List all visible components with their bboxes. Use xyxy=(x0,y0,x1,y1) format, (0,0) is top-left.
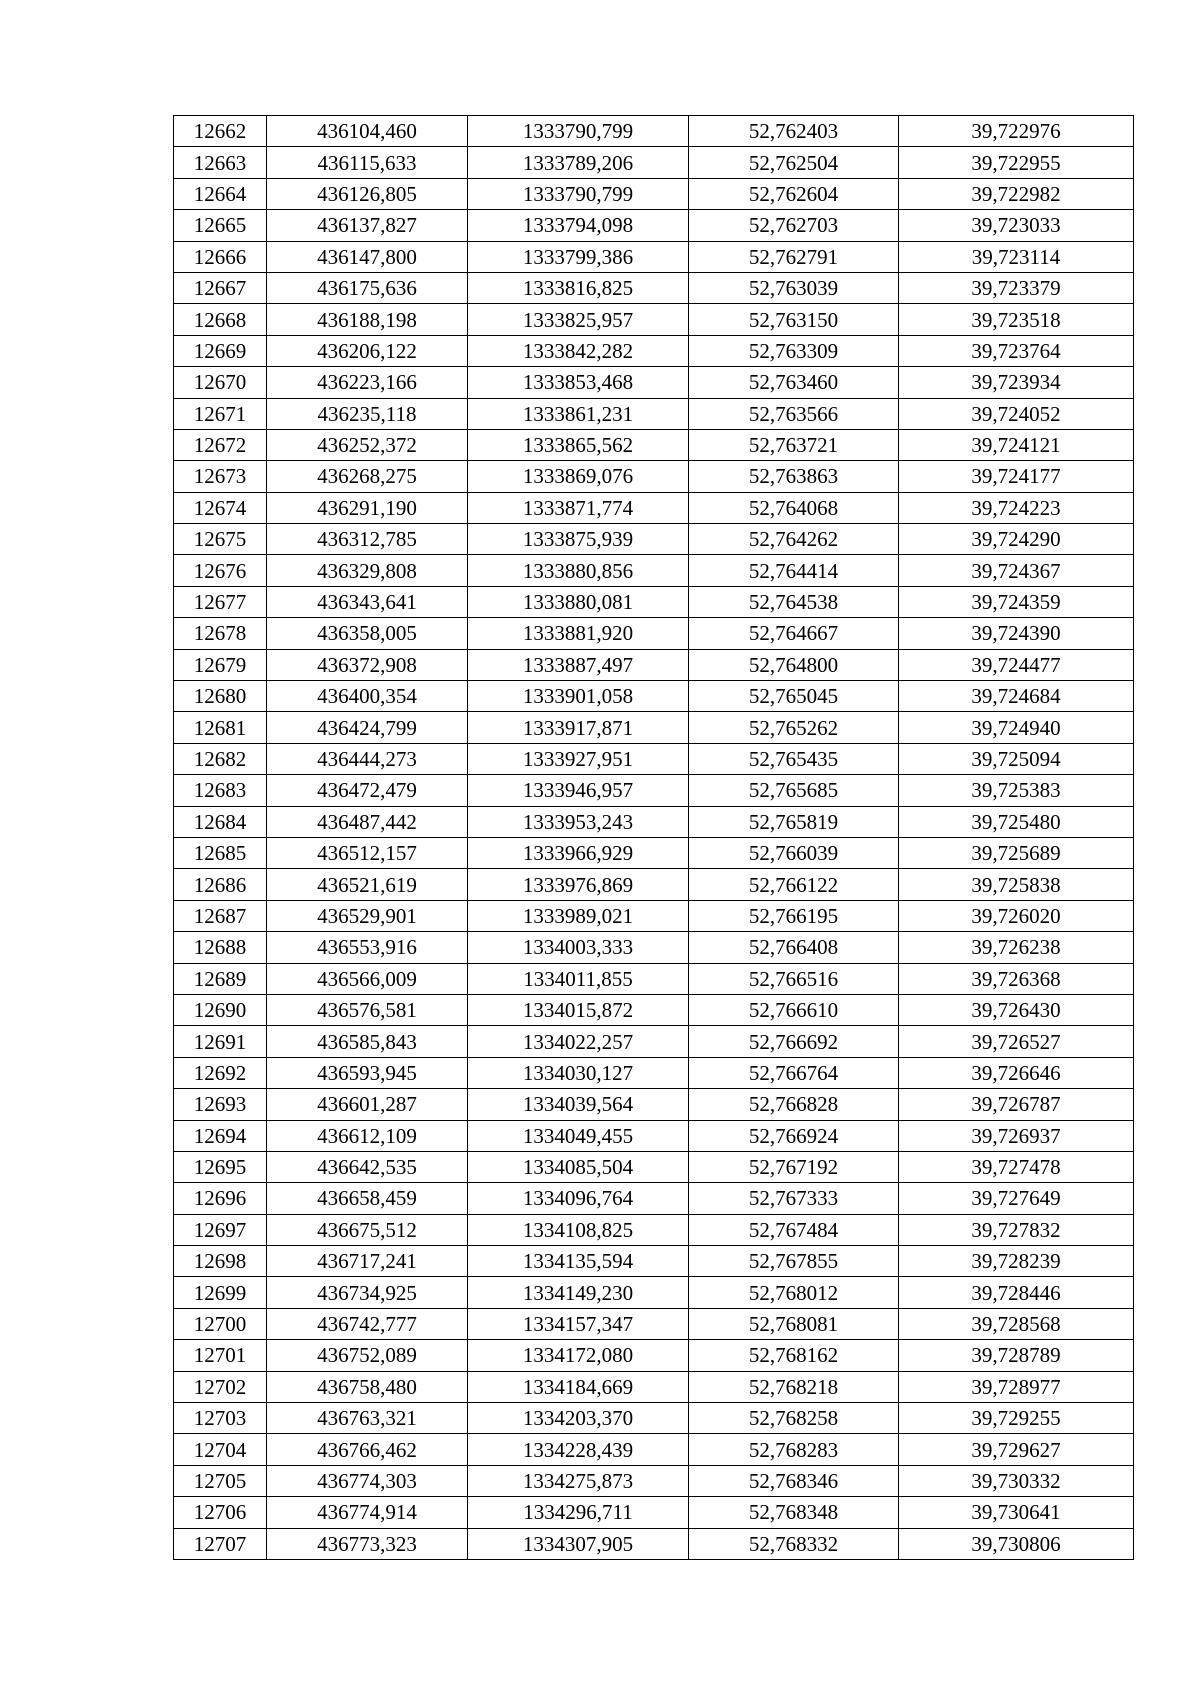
coordinates-table xyxy=(173,115,1134,1560)
y-coordinate-cell: 1333887,497 xyxy=(468,649,689,680)
latitude-cell: 52,768332 xyxy=(689,1528,899,1559)
x-coordinate-cell: 436329,808 xyxy=(267,555,468,586)
table-row xyxy=(174,963,1134,994)
table-row xyxy=(174,1528,1134,1559)
point-number-cell: 12681 xyxy=(174,712,267,743)
x-coordinate-cell: 436553,916 xyxy=(267,932,468,963)
table-row xyxy=(174,1403,1134,1434)
longitude-cell: 39,726020 xyxy=(899,900,1134,931)
x-coordinate-cell: 436424,799 xyxy=(267,712,468,743)
table-row xyxy=(174,586,1134,617)
latitude-cell: 52,764800 xyxy=(689,649,899,680)
longitude-cell: 39,724052 xyxy=(899,398,1134,429)
point-number-cell: 12693 xyxy=(174,1089,267,1120)
table-row xyxy=(174,681,1134,712)
table-row xyxy=(174,555,1134,586)
latitude-cell: 52,768162 xyxy=(689,1340,899,1371)
point-number-cell: 12680 xyxy=(174,681,267,712)
table-row xyxy=(174,178,1134,209)
y-coordinate-cell: 1333865,562 xyxy=(468,429,689,460)
table-row xyxy=(174,1214,1134,1245)
x-coordinate-cell: 436773,323 xyxy=(267,1528,468,1559)
y-coordinate-cell: 1333901,058 xyxy=(468,681,689,712)
y-coordinate-cell: 1334149,230 xyxy=(468,1277,689,1308)
y-coordinate-cell: 1333799,386 xyxy=(468,241,689,272)
latitude-cell: 52,766039 xyxy=(689,837,899,868)
table-row xyxy=(174,1026,1134,1057)
point-number-cell: 12701 xyxy=(174,1340,267,1371)
longitude-cell: 39,724684 xyxy=(899,681,1134,712)
y-coordinate-cell: 1333794,098 xyxy=(468,210,689,241)
y-coordinate-cell: 1333880,081 xyxy=(468,586,689,617)
table-row xyxy=(174,1465,1134,1496)
latitude-cell: 52,764667 xyxy=(689,618,899,649)
table-row xyxy=(174,429,1134,460)
table-row xyxy=(174,116,1134,147)
longitude-cell: 39,722976 xyxy=(899,116,1134,147)
y-coordinate-cell: 1334275,873 xyxy=(468,1465,689,1496)
point-number-cell: 12696 xyxy=(174,1183,267,1214)
latitude-cell: 52,766828 xyxy=(689,1089,899,1120)
longitude-cell: 39,722955 xyxy=(899,147,1134,178)
x-coordinate-cell: 436268,275 xyxy=(267,461,468,492)
point-number-cell: 12673 xyxy=(174,461,267,492)
y-coordinate-cell: 1334096,764 xyxy=(468,1183,689,1214)
x-coordinate-cell: 436291,190 xyxy=(267,492,468,523)
y-coordinate-cell: 1333790,799 xyxy=(468,116,689,147)
table-row xyxy=(174,1308,1134,1339)
table-row xyxy=(174,1183,1134,1214)
longitude-cell: 39,725838 xyxy=(899,869,1134,900)
table-row xyxy=(174,461,1134,492)
latitude-cell: 52,762504 xyxy=(689,147,899,178)
x-coordinate-cell: 436774,303 xyxy=(267,1465,468,1496)
longitude-cell: 39,724223 xyxy=(899,492,1134,523)
y-coordinate-cell: 1333825,957 xyxy=(468,304,689,335)
latitude-cell: 52,768218 xyxy=(689,1371,899,1402)
latitude-cell: 52,762604 xyxy=(689,178,899,209)
longitude-cell: 39,725383 xyxy=(899,775,1134,806)
y-coordinate-cell: 1334296,711 xyxy=(468,1497,689,1528)
x-coordinate-cell: 436585,843 xyxy=(267,1026,468,1057)
x-coordinate-cell: 436137,827 xyxy=(267,210,468,241)
table-row xyxy=(174,1089,1134,1120)
longitude-cell: 39,722982 xyxy=(899,178,1134,209)
point-number-cell: 12691 xyxy=(174,1026,267,1057)
x-coordinate-cell: 436487,442 xyxy=(267,806,468,837)
point-number-cell: 12690 xyxy=(174,994,267,1025)
y-coordinate-cell: 1333861,231 xyxy=(468,398,689,429)
longitude-cell: 39,727478 xyxy=(899,1151,1134,1182)
latitude-cell: 52,764262 xyxy=(689,524,899,555)
point-number-cell: 12694 xyxy=(174,1120,267,1151)
x-coordinate-cell: 436444,273 xyxy=(267,743,468,774)
point-number-cell: 12697 xyxy=(174,1214,267,1245)
table-row xyxy=(174,775,1134,806)
table-row xyxy=(174,1246,1134,1277)
x-coordinate-cell: 436206,122 xyxy=(267,335,468,366)
table-row xyxy=(174,1120,1134,1151)
longitude-cell: 39,724121 xyxy=(899,429,1134,460)
table-row xyxy=(174,1371,1134,1402)
y-coordinate-cell: 1334184,669 xyxy=(468,1371,689,1402)
y-coordinate-cell: 1334172,080 xyxy=(468,1340,689,1371)
point-number-cell: 12688 xyxy=(174,932,267,963)
x-coordinate-cell: 436223,166 xyxy=(267,367,468,398)
x-coordinate-cell: 436312,785 xyxy=(267,524,468,555)
table-row xyxy=(174,869,1134,900)
x-coordinate-cell: 436175,636 xyxy=(267,272,468,303)
x-coordinate-cell: 436188,198 xyxy=(267,304,468,335)
table-row xyxy=(174,210,1134,241)
y-coordinate-cell: 1334049,455 xyxy=(468,1120,689,1151)
longitude-cell: 39,729627 xyxy=(899,1434,1134,1465)
table-row xyxy=(174,932,1134,963)
longitude-cell: 39,730332 xyxy=(899,1465,1134,1496)
point-number-cell: 12676 xyxy=(174,555,267,586)
x-coordinate-cell: 436529,901 xyxy=(267,900,468,931)
x-coordinate-cell: 436658,459 xyxy=(267,1183,468,1214)
x-coordinate-cell: 436343,641 xyxy=(267,586,468,617)
point-number-cell: 12703 xyxy=(174,1403,267,1434)
table-row xyxy=(174,618,1134,649)
y-coordinate-cell: 1334135,594 xyxy=(468,1246,689,1277)
point-number-cell: 12702 xyxy=(174,1371,267,1402)
longitude-cell: 39,726238 xyxy=(899,932,1134,963)
x-coordinate-cell: 436576,581 xyxy=(267,994,468,1025)
table-row xyxy=(174,367,1134,398)
y-coordinate-cell: 1334039,564 xyxy=(468,1089,689,1120)
table-row xyxy=(174,524,1134,555)
point-number-cell: 12699 xyxy=(174,1277,267,1308)
x-coordinate-cell: 436126,805 xyxy=(267,178,468,209)
table-row xyxy=(174,241,1134,272)
y-coordinate-cell: 1334030,127 xyxy=(468,1057,689,1088)
longitude-cell: 39,726368 xyxy=(899,963,1134,994)
latitude-cell: 52,766692 xyxy=(689,1026,899,1057)
longitude-cell: 39,727649 xyxy=(899,1183,1134,1214)
y-coordinate-cell: 1333842,282 xyxy=(468,335,689,366)
latitude-cell: 52,763039 xyxy=(689,272,899,303)
latitude-cell: 52,768081 xyxy=(689,1308,899,1339)
x-coordinate-cell: 436512,157 xyxy=(267,837,468,868)
point-number-cell: 12669 xyxy=(174,335,267,366)
point-number-cell: 12683 xyxy=(174,775,267,806)
point-number-cell: 12675 xyxy=(174,524,267,555)
table-row xyxy=(174,1057,1134,1088)
longitude-cell: 39,726937 xyxy=(899,1120,1134,1151)
point-number-cell: 12668 xyxy=(174,304,267,335)
x-coordinate-cell: 436472,479 xyxy=(267,775,468,806)
table-row xyxy=(174,649,1134,680)
point-number-cell: 12667 xyxy=(174,272,267,303)
point-number-cell: 12700 xyxy=(174,1308,267,1339)
x-coordinate-cell: 436104,460 xyxy=(267,116,468,147)
table-row xyxy=(174,1497,1134,1528)
table-row xyxy=(174,1340,1134,1371)
longitude-cell: 39,723518 xyxy=(899,304,1134,335)
longitude-cell: 39,724359 xyxy=(899,586,1134,617)
table-row xyxy=(174,1434,1134,1465)
point-number-cell: 12663 xyxy=(174,147,267,178)
table-row xyxy=(174,994,1134,1025)
point-number-cell: 12704 xyxy=(174,1434,267,1465)
longitude-cell: 39,730641 xyxy=(899,1497,1134,1528)
point-number-cell: 12692 xyxy=(174,1057,267,1088)
latitude-cell: 52,766408 xyxy=(689,932,899,963)
latitude-cell: 52,768283 xyxy=(689,1434,899,1465)
x-coordinate-cell: 436252,372 xyxy=(267,429,468,460)
y-coordinate-cell: 1334307,905 xyxy=(468,1528,689,1559)
longitude-cell: 39,730806 xyxy=(899,1528,1134,1559)
x-coordinate-cell: 436774,914 xyxy=(267,1497,468,1528)
x-coordinate-cell: 436358,005 xyxy=(267,618,468,649)
x-coordinate-cell: 436400,354 xyxy=(267,681,468,712)
latitude-cell: 52,765819 xyxy=(689,806,899,837)
table-row xyxy=(174,398,1134,429)
y-coordinate-cell: 1333966,929 xyxy=(468,837,689,868)
longitude-cell: 39,723379 xyxy=(899,272,1134,303)
table-row xyxy=(174,806,1134,837)
latitude-cell: 52,763863 xyxy=(689,461,899,492)
latitude-cell: 52,763460 xyxy=(689,367,899,398)
longitude-cell: 39,728977 xyxy=(899,1371,1134,1402)
table-row xyxy=(174,304,1134,335)
coordinates-table-body xyxy=(174,116,1134,1560)
x-coordinate-cell: 436372,908 xyxy=(267,649,468,680)
y-coordinate-cell: 1334203,370 xyxy=(468,1403,689,1434)
x-coordinate-cell: 436763,321 xyxy=(267,1403,468,1434)
point-number-cell: 12707 xyxy=(174,1528,267,1559)
point-number-cell: 12687 xyxy=(174,900,267,931)
x-coordinate-cell: 436752,089 xyxy=(267,1340,468,1371)
longitude-cell: 39,726646 xyxy=(899,1057,1134,1088)
latitude-cell: 52,767192 xyxy=(689,1151,899,1182)
y-coordinate-cell: 1333789,206 xyxy=(468,147,689,178)
longitude-cell: 39,728568 xyxy=(899,1308,1134,1339)
latitude-cell: 52,768348 xyxy=(689,1497,899,1528)
point-number-cell: 12684 xyxy=(174,806,267,837)
longitude-cell: 39,724367 xyxy=(899,555,1134,586)
y-coordinate-cell: 1333953,243 xyxy=(468,806,689,837)
latitude-cell: 52,766924 xyxy=(689,1120,899,1151)
x-coordinate-cell: 436758,480 xyxy=(267,1371,468,1402)
longitude-cell: 39,725689 xyxy=(899,837,1134,868)
latitude-cell: 52,765435 xyxy=(689,743,899,774)
table-row xyxy=(174,837,1134,868)
latitude-cell: 52,763309 xyxy=(689,335,899,366)
longitude-cell: 39,727832 xyxy=(899,1214,1134,1245)
longitude-cell: 39,726430 xyxy=(899,994,1134,1025)
point-number-cell: 12679 xyxy=(174,649,267,680)
point-number-cell: 12678 xyxy=(174,618,267,649)
latitude-cell: 52,766195 xyxy=(689,900,899,931)
latitude-cell: 52,768012 xyxy=(689,1277,899,1308)
point-number-cell: 12666 xyxy=(174,241,267,272)
y-coordinate-cell: 1333869,076 xyxy=(468,461,689,492)
y-coordinate-cell: 1333927,951 xyxy=(468,743,689,774)
x-coordinate-cell: 436642,535 xyxy=(267,1151,468,1182)
longitude-cell: 39,724940 xyxy=(899,712,1134,743)
latitude-cell: 52,762791 xyxy=(689,241,899,272)
latitude-cell: 52,768346 xyxy=(689,1465,899,1496)
y-coordinate-cell: 1333871,774 xyxy=(468,492,689,523)
longitude-cell: 39,723114 xyxy=(899,241,1134,272)
y-coordinate-cell: 1333881,920 xyxy=(468,618,689,649)
latitude-cell: 52,762703 xyxy=(689,210,899,241)
y-coordinate-cell: 1334022,257 xyxy=(468,1026,689,1057)
longitude-cell: 39,723033 xyxy=(899,210,1134,241)
latitude-cell: 52,763721 xyxy=(689,429,899,460)
x-coordinate-cell: 436115,633 xyxy=(267,147,468,178)
table-row xyxy=(174,712,1134,743)
x-coordinate-cell: 436521,619 xyxy=(267,869,468,900)
x-coordinate-cell: 436717,241 xyxy=(267,1246,468,1277)
longitude-cell: 39,725480 xyxy=(899,806,1134,837)
point-number-cell: 12671 xyxy=(174,398,267,429)
longitude-cell: 39,724177 xyxy=(899,461,1134,492)
point-number-cell: 12672 xyxy=(174,429,267,460)
x-coordinate-cell: 436601,287 xyxy=(267,1089,468,1120)
y-coordinate-cell: 1334003,333 xyxy=(468,932,689,963)
x-coordinate-cell: 436612,109 xyxy=(267,1120,468,1151)
latitude-cell: 52,766516 xyxy=(689,963,899,994)
longitude-cell: 39,725094 xyxy=(899,743,1134,774)
longitude-cell: 39,728239 xyxy=(899,1246,1134,1277)
longitude-cell: 39,726787 xyxy=(899,1089,1134,1120)
y-coordinate-cell: 1333790,799 xyxy=(468,178,689,209)
point-number-cell: 12664 xyxy=(174,178,267,209)
latitude-cell: 52,768258 xyxy=(689,1403,899,1434)
point-number-cell: 12665 xyxy=(174,210,267,241)
point-number-cell: 12698 xyxy=(174,1246,267,1277)
latitude-cell: 52,764414 xyxy=(689,555,899,586)
latitude-cell: 52,764068 xyxy=(689,492,899,523)
table-row xyxy=(174,1151,1134,1182)
table-row xyxy=(174,492,1134,523)
y-coordinate-cell: 1334157,347 xyxy=(468,1308,689,1339)
longitude-cell: 39,724290 xyxy=(899,524,1134,555)
latitude-cell: 52,766122 xyxy=(689,869,899,900)
x-coordinate-cell: 436742,777 xyxy=(267,1308,468,1339)
x-coordinate-cell: 436147,800 xyxy=(267,241,468,272)
latitude-cell: 52,763566 xyxy=(689,398,899,429)
latitude-cell: 52,766764 xyxy=(689,1057,899,1088)
longitude-cell: 39,723764 xyxy=(899,335,1134,366)
x-coordinate-cell: 436675,512 xyxy=(267,1214,468,1245)
point-number-cell: 12685 xyxy=(174,837,267,868)
point-number-cell: 12682 xyxy=(174,743,267,774)
longitude-cell: 39,724390 xyxy=(899,618,1134,649)
y-coordinate-cell: 1334015,872 xyxy=(468,994,689,1025)
point-number-cell: 12662 xyxy=(174,116,267,147)
x-coordinate-cell: 436766,462 xyxy=(267,1434,468,1465)
point-number-cell: 12677 xyxy=(174,586,267,617)
table-row xyxy=(174,1277,1134,1308)
y-coordinate-cell: 1333880,856 xyxy=(468,555,689,586)
y-coordinate-cell: 1333946,957 xyxy=(468,775,689,806)
longitude-cell: 39,728446 xyxy=(899,1277,1134,1308)
y-coordinate-cell: 1333875,939 xyxy=(468,524,689,555)
x-coordinate-cell: 436734,925 xyxy=(267,1277,468,1308)
x-coordinate-cell: 436593,945 xyxy=(267,1057,468,1088)
latitude-cell: 52,765262 xyxy=(689,712,899,743)
y-coordinate-cell: 1333917,871 xyxy=(468,712,689,743)
latitude-cell: 52,767484 xyxy=(689,1214,899,1245)
y-coordinate-cell: 1333853,468 xyxy=(468,367,689,398)
point-number-cell: 12686 xyxy=(174,869,267,900)
longitude-cell: 39,723934 xyxy=(899,367,1134,398)
longitude-cell: 39,728789 xyxy=(899,1340,1134,1371)
table-row xyxy=(174,900,1134,931)
latitude-cell: 52,762403 xyxy=(689,116,899,147)
y-coordinate-cell: 1333816,825 xyxy=(468,272,689,303)
latitude-cell: 52,763150 xyxy=(689,304,899,335)
point-number-cell: 12689 xyxy=(174,963,267,994)
y-coordinate-cell: 1334108,825 xyxy=(468,1214,689,1245)
latitude-cell: 52,764538 xyxy=(689,586,899,617)
x-coordinate-cell: 436235,118 xyxy=(267,398,468,429)
table-row xyxy=(174,147,1134,178)
longitude-cell: 39,724477 xyxy=(899,649,1134,680)
point-number-cell: 12670 xyxy=(174,367,267,398)
table-row xyxy=(174,335,1134,366)
y-coordinate-cell: 1334011,855 xyxy=(468,963,689,994)
y-coordinate-cell: 1334085,504 xyxy=(468,1151,689,1182)
latitude-cell: 52,765045 xyxy=(689,681,899,712)
latitude-cell: 52,767855 xyxy=(689,1246,899,1277)
longitude-cell: 39,726527 xyxy=(899,1026,1134,1057)
y-coordinate-cell: 1333976,869 xyxy=(468,869,689,900)
latitude-cell: 52,766610 xyxy=(689,994,899,1025)
point-number-cell: 12706 xyxy=(174,1497,267,1528)
point-number-cell: 12705 xyxy=(174,1465,267,1496)
table-row xyxy=(174,743,1134,774)
point-number-cell: 12695 xyxy=(174,1151,267,1182)
x-coordinate-cell: 436566,009 xyxy=(267,963,468,994)
y-coordinate-cell: 1334228,439 xyxy=(468,1434,689,1465)
y-coordinate-cell: 1333989,021 xyxy=(468,900,689,931)
longitude-cell: 39,729255 xyxy=(899,1403,1134,1434)
latitude-cell: 52,765685 xyxy=(689,775,899,806)
table-row xyxy=(174,272,1134,303)
point-number-cell: 12674 xyxy=(174,492,267,523)
latitude-cell: 52,767333 xyxy=(689,1183,899,1214)
